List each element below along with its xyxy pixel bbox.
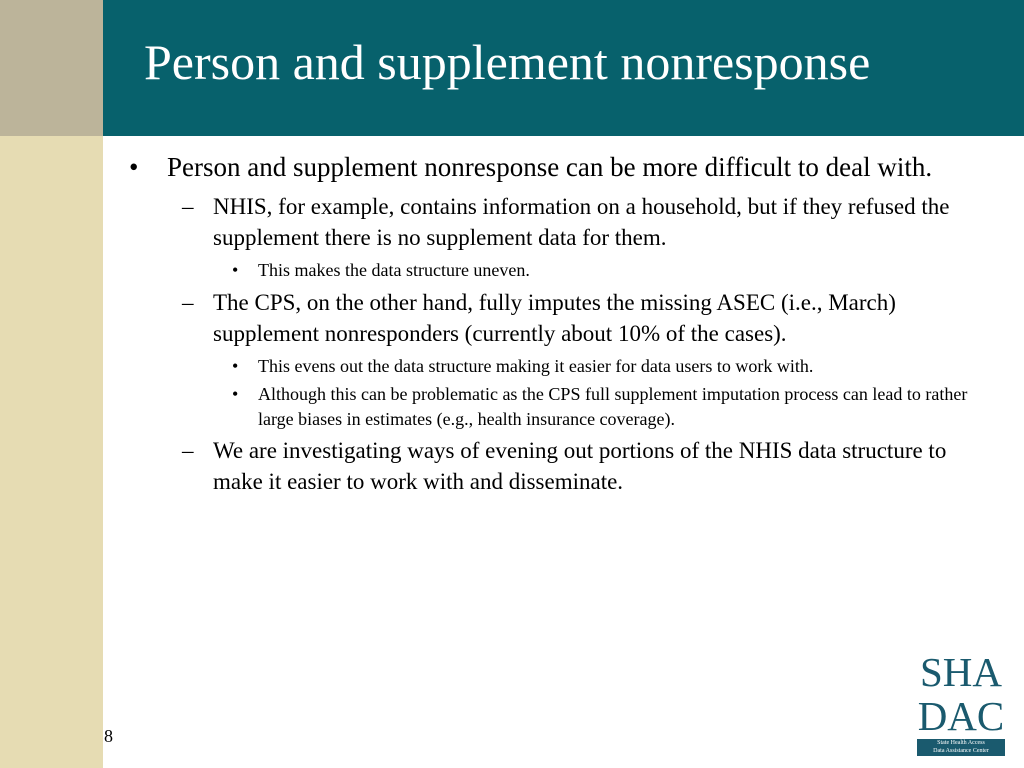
bullet-level2 — [124, 287, 984, 349]
bullet-marker: • — [232, 384, 239, 404]
bullet-text: We are investigating ways of evening out portions of the NHIS data structure to make it easier to work with and disseminate. — [213, 438, 947, 494]
bullet-level1 — [124, 150, 984, 185]
bullet-text: NHIS, for example, contains information on a household, but if they refused the supplement there is no supplement data for them. — [213, 194, 950, 250]
logo-tagline1: State Health Access — [937, 740, 985, 746]
bullet-level3 — [124, 382, 984, 431]
bullet-list — [124, 150, 984, 502]
bullet-text: This evens out the data structure making it easier for data users to work with. — [258, 355, 814, 376]
logo-tagline2: Data Assistance Center — [933, 748, 989, 754]
bullet-level3 — [124, 258, 984, 283]
bullet-marker: • — [232, 355, 239, 376]
bullet-marker: • — [129, 152, 139, 182]
shadac-logo — [915, 651, 1007, 756]
logo-line2: DAC — [917, 693, 1005, 739]
side-panel — [0, 136, 103, 768]
bullet-level3 — [124, 354, 984, 379]
page-number: 8 — [104, 726, 113, 746]
dash-marker: – — [182, 289, 194, 315]
bullet-level2 — [124, 191, 984, 253]
bullet-text: This makes the data structure uneven. — [258, 260, 530, 280]
bullet-text: The CPS, on the other hand, fully imputes the missing ASEC (i.e., March) supplement nonresponders (currently about 10% of the cases). — [213, 289, 896, 346]
logo-line1: SHA — [919, 649, 1003, 695]
dash-marker: – — [182, 194, 194, 219]
bullet-marker: • — [232, 260, 239, 280]
side-corner-block — [0, 0, 103, 136]
bullet-level2 — [124, 435, 984, 497]
logo-tagline — [917, 739, 1005, 756]
bullet-text: Although this can be problematic as the CPS full supplement imputation process can lead to rather large biases in estimates (e.g., health insurance coverage). — [258, 384, 968, 429]
bullet-text: Person and supplement nonresponse can be more difficult to deal with. — [167, 152, 933, 182]
dash-marker: – — [182, 438, 194, 463]
slide-title: Person and supplement nonresponse — [144, 34, 871, 90]
